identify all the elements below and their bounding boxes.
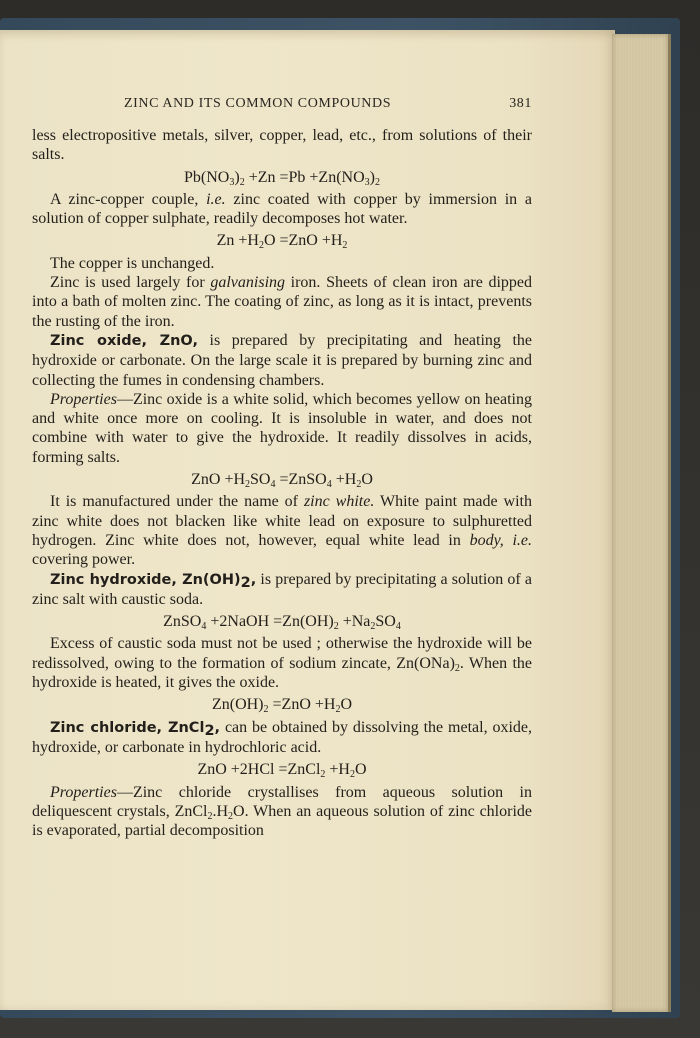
equation: $Zn +H_2O =ZnO +H_2$ — [216, 232, 348, 252]
paragraph: A zinc-copper couple, i.e. zinc coated with copper by immersion in a solution of copper sulphate, readily decomposes hot water. — [32, 190, 533, 228]
running-title: ZINC AND ITS COMMON COMPOUNDS — [124, 96, 392, 111]
paragraph: Zinc hydroxide, $Zn(OH)_2$, is prepared by precipitating a solution of a zinc salt with caustic soda. — [32, 570, 532, 608]
paragraph: Properties—Zinc oxide is a white solid, which becomes yellow on heating and white once more on cooling. It is insoluble in water, and does not combine with water to give the hydroxide. It readily dissolves in acids, forming salts. — [32, 390, 532, 466]
paragraph: Properties—Zinc chloride crystallises from aqueous solution in deliquescent crystals, $ZnCl_2.H_2O$. When an aqueous solution of zinc chloride is evaporated, partial decomposition — [32, 783, 532, 840]
paragraph: It is manufactured under the name of zinc white. White paint made with zinc white does not blacken like white lead on exposure to sulphuretted hydrogen. Zinc white does not, however, equal white lead in body, i.e. covering power. — [32, 493, 533, 569]
running-header — [32, 96, 532, 116]
equation: ZnSO$_4$ +2NaOH $=Zn(OH)_2 +Na_2SO_4$ — [163, 613, 401, 633]
equation: ZnO +2HCl =ZnCl$_2$ $+H_2O$ — [197, 761, 367, 781]
paragraph: Zinc is used largely for galvanising iron. Sheets of clean iron are dipped into a bath of molten zinc. The coating of zinc, as long as it is intact, prevents the rusting of the iron. — [32, 274, 533, 330]
equation: $Pb(NO_3)_2 +Zn =Pb +Zn(NO_3)_2$ — [184, 168, 380, 188]
paragraph: Excess of caustic soda must not be used ; otherwise the hydroxide will be redissolved, owing to the formation of sodium zincate, $Zn(ONa)_2$. When the hydroxide is heated, it gives the oxide. — [32, 635, 533, 692]
page-number: 381 — [509, 96, 532, 111]
equation: $Zn(OH)_2 =ZnO +H_2O$ — [211, 696, 353, 716]
paragraph: The copper is unchanged. — [50, 254, 215, 272]
equation: ZnO $+H_2SO_4$ =ZnSO$_4$ $+H_2O$ — [191, 471, 373, 491]
paragraph: Zinc oxide, ZnO, is prepared by precipitating and heating the hydroxide or carbonate. On the large scale it is prepared by burning zinc and collecting the fumes in condensing chambers. — [32, 331, 533, 389]
paragraph: less electropositive metals, silver, copper, lead, etc., from solutions of their salts. — [32, 127, 532, 164]
page-body — [32, 126, 532, 840]
paragraph: Zinc chloride, ZnCl$_2$, can be obtained by dissolving the metal, oxide, hydroxide, or carbonate in hydrochloric acid. — [32, 718, 533, 756]
page-edges — [612, 34, 671, 1012]
